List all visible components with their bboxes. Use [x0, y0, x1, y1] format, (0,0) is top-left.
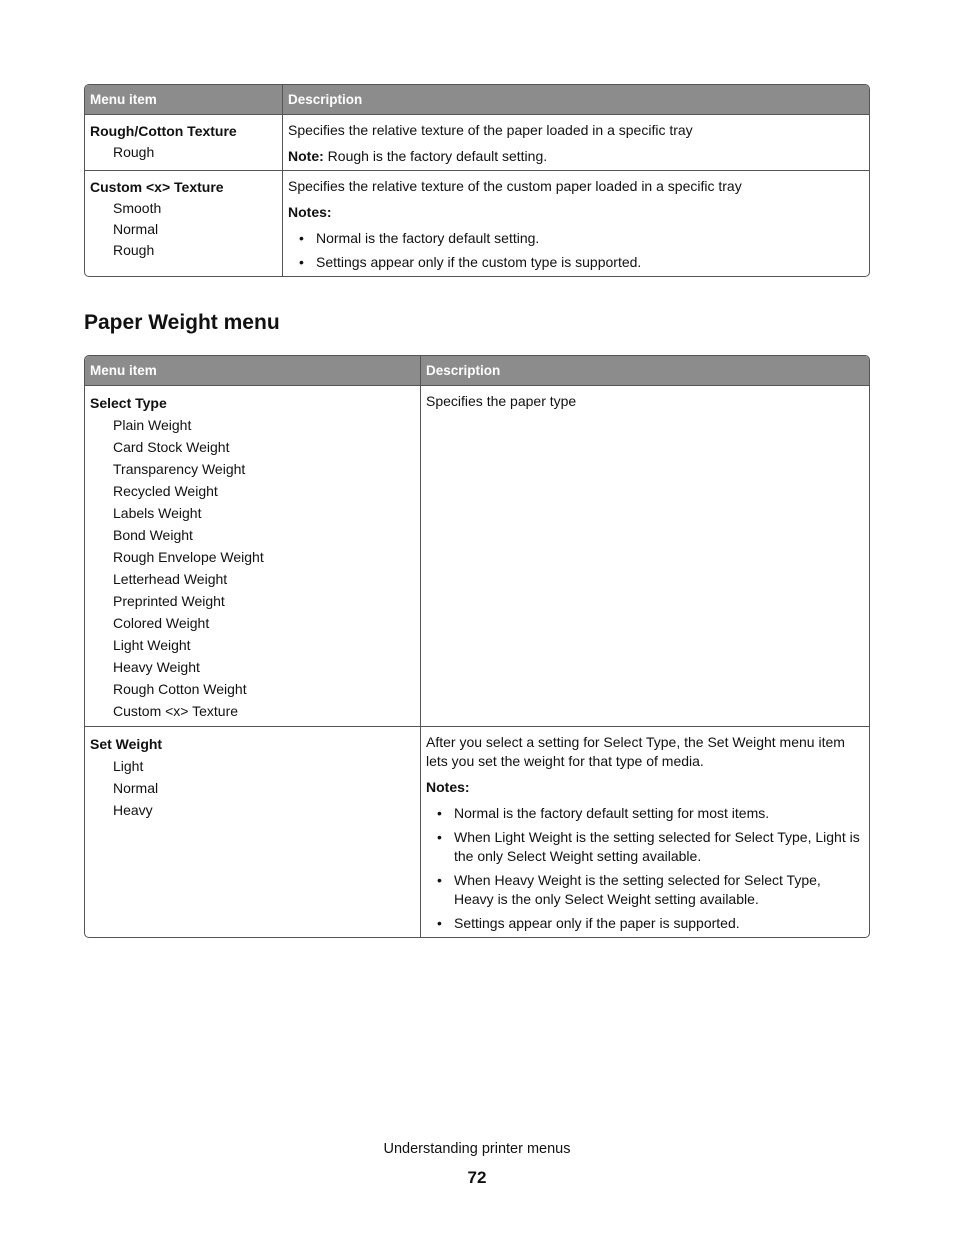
bullet-icon: •	[437, 829, 442, 845]
menu-item-option: Rough	[113, 242, 155, 258]
notes-heading: Notes:	[426, 779, 470, 795]
bullet-icon: •	[437, 915, 442, 931]
description-text: Specifies the relative texture of the custom paper loaded in a specific tray	[288, 178, 742, 194]
bullet-icon: •	[299, 254, 304, 270]
note-item: • Normal is the factory default setting for most items.	[437, 805, 770, 821]
description-cell	[283, 115, 869, 170]
menu-item-option: Card Stock Weight	[113, 439, 230, 455]
header-menu-item: Menu item	[85, 356, 421, 385]
menu-item-cell	[85, 727, 421, 937]
menu-item-option: Heavy	[113, 802, 153, 818]
note-item: • When Heavy Weight is the setting selected for Select Type, Heavy is the only Select Weight setting available.	[437, 872, 821, 907]
menu-item-option: Plain Weight	[113, 417, 192, 433]
notes-heading: Notes:	[288, 204, 332, 220]
menu-item-option: Light	[113, 758, 144, 774]
note-item: • Settings appear only if the custom type is supported.	[299, 254, 642, 270]
header-menu-item: Menu item	[85, 85, 283, 114]
description-cell	[283, 171, 869, 276]
note-label: Note:	[288, 148, 324, 164]
menu-item-option: Transparency Weight	[113, 461, 246, 477]
menu-item-title: Set Weight	[90, 736, 163, 752]
menu-item-option: Normal	[113, 780, 159, 796]
menu-item-option: Rough	[113, 144, 155, 160]
header-description: Description	[288, 92, 363, 107]
texture-table	[84, 84, 870, 277]
note-item: • Settings appear only if the paper is supported.	[437, 915, 740, 931]
menu-item-option: Smooth	[113, 200, 162, 216]
section-title: Paper Weight menu	[84, 311, 280, 334]
bullet-icon: •	[437, 805, 442, 821]
menu-item-option: Colored Weight	[113, 615, 210, 631]
menu-item-option: Labels Weight	[113, 505, 202, 521]
menu-item-option: Normal	[113, 221, 159, 237]
table-row	[85, 726, 869, 937]
table-row	[85, 170, 869, 276]
note-item: • Normal is the factory default setting.	[299, 230, 540, 246]
table-row	[85, 114, 869, 170]
description-text: Specifies the paper type	[426, 393, 577, 409]
menu-item-option: Light Weight	[113, 637, 191, 653]
description-text: After you select a setting for Select Type, the Set Weight menu item lets you set the weight for that type of media.	[426, 734, 845, 769]
note-text: Rough is the factory default setting.	[323, 148, 548, 164]
table-row	[85, 385, 869, 726]
menu-item-title: Select Type	[90, 395, 167, 411]
table-header	[85, 85, 869, 114]
page-number: 72	[467, 1168, 487, 1187]
menu-item-cell	[85, 386, 421, 726]
menu-item-option: Heavy Weight	[113, 659, 200, 675]
menu-item-option: Bond Weight	[113, 527, 193, 543]
menu-item-option: Recycled Weight	[113, 483, 218, 499]
bullet-icon: •	[437, 872, 442, 888]
menu-item-title: Custom <x> Texture	[90, 179, 224, 195]
menu-item-title: Rough/Cotton Texture	[90, 123, 237, 139]
description-cell	[421, 727, 869, 937]
note	[288, 147, 864, 166]
bullet-icon: •	[299, 230, 304, 246]
menu-item-cell	[85, 171, 283, 276]
menu-item-option: Letterhead Weight	[113, 571, 228, 587]
paper-weight-table	[84, 355, 870, 938]
notes-list	[426, 804, 864, 933]
footer-title: Understanding printer menus	[383, 1141, 571, 1157]
menu-item-option: Custom <x> Texture	[113, 703, 239, 719]
table-header	[85, 356, 869, 385]
description-text: Specifies the relative texture of the paper loaded in a specific tray	[288, 122, 693, 138]
menu-item-option: Rough Envelope Weight	[113, 549, 264, 565]
menu-item-option: Rough Cotton Weight	[113, 681, 247, 697]
header-description: Description	[426, 363, 501, 378]
notes-list	[288, 229, 864, 272]
note-item: • When Light Weight is the setting selected for Select Type, Light is the only Select Weight setting available.	[437, 829, 860, 864]
menu-item-cell	[85, 115, 283, 170]
menu-item-option: Preprinted Weight	[113, 593, 225, 609]
description-cell	[421, 386, 869, 726]
